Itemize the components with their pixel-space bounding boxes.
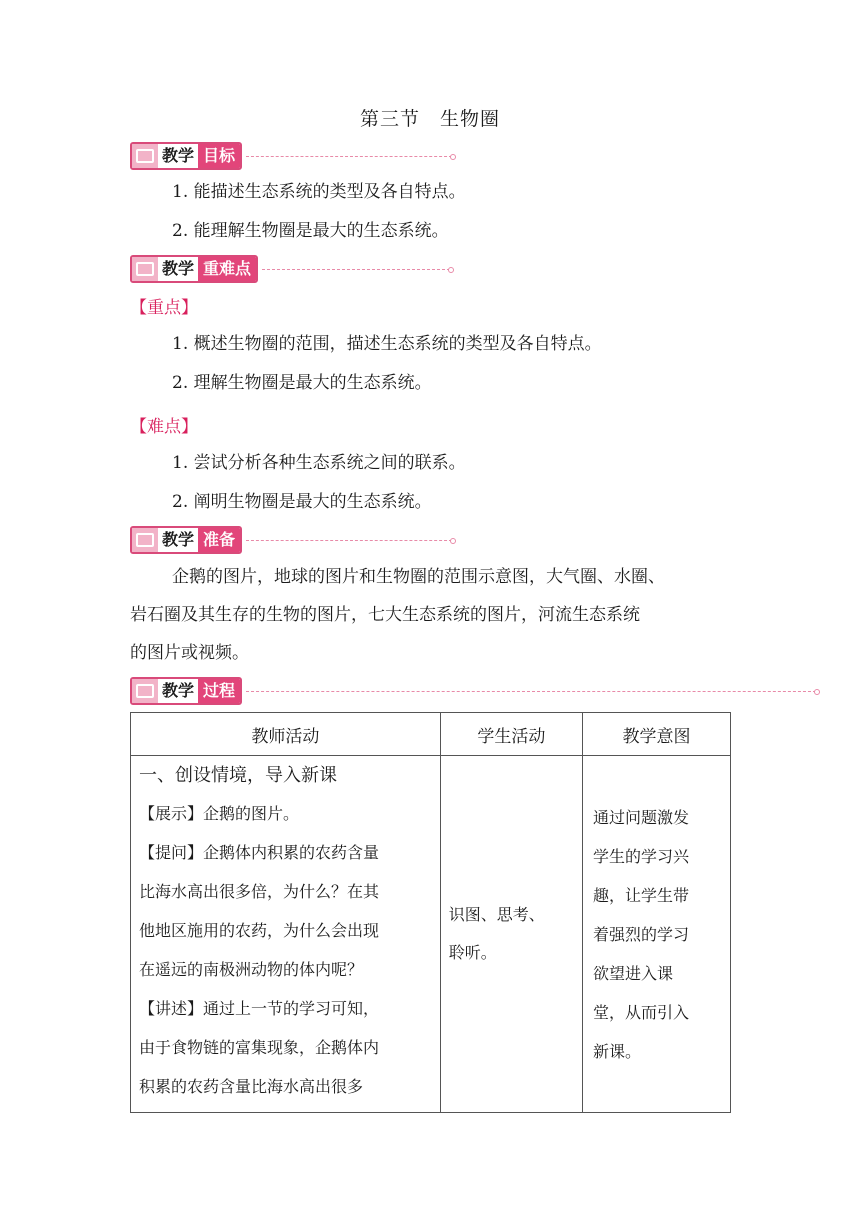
teacher-line: 【讲述】通过上一节的学习可知， bbox=[139, 999, 380, 1018]
column-header: 教学意图 bbox=[583, 713, 731, 756]
preparation-line: 岩石圈及其生存的生物的图片，七大生态系统的图片，河流生态系统 bbox=[130, 605, 640, 625]
key-points-badge bbox=[130, 255, 258, 283]
difficulty-item: 1. 尝试分析各种生态系统之间的联系。 bbox=[172, 453, 466, 473]
table-header-row bbox=[131, 713, 731, 756]
difficulty-item: 2. 阐明生物圈是最大的生态系统。 bbox=[172, 492, 432, 512]
teacher-line: 【提问】企鹅体内积累的农药含量 bbox=[139, 843, 380, 862]
preparation-badge bbox=[130, 526, 242, 554]
preparation-line: 的图片或视频。 bbox=[130, 643, 249, 663]
teaching-intent-cell bbox=[583, 756, 731, 1113]
intent-line: 趣，让学生带 bbox=[593, 886, 690, 905]
intent-line: 通过问题激发 bbox=[593, 808, 690, 827]
key-points-banner bbox=[130, 256, 450, 282]
emphasis-label: 【重点】 bbox=[130, 298, 198, 318]
objective-item: 2. 能理解生物圈是最大的生态系统。 bbox=[172, 221, 449, 241]
intent-line: 着强烈的学习 bbox=[593, 925, 690, 944]
badge-label-right: 过程 bbox=[198, 679, 240, 703]
divider-line bbox=[246, 540, 452, 541]
teacher-line: 比海水高出很多倍，为什么？在其 bbox=[139, 882, 380, 901]
intent-line: 学生的学习兴 bbox=[593, 847, 690, 866]
step-heading: 一、创设情境，导入新课 bbox=[139, 765, 337, 786]
preparation-banner bbox=[130, 527, 452, 553]
objective-item: 1. 能描述生态系统的类型及各自特点。 bbox=[172, 182, 466, 202]
objectives-badge bbox=[130, 142, 242, 170]
page-title: 第三节 生物圈 bbox=[359, 108, 500, 130]
column-header: 教师活动 bbox=[131, 713, 441, 756]
student-line: 聆听。 bbox=[448, 943, 497, 962]
objectives-banner bbox=[130, 143, 452, 169]
teacher-line: 积累的农药含量比海水高出很多 bbox=[139, 1077, 364, 1096]
book-stack-icon bbox=[132, 679, 158, 703]
divider-line bbox=[246, 691, 816, 692]
teacher-line: 他地区施用的农药，为什么会出现 bbox=[139, 921, 380, 940]
intent-line: 欲望进入课 bbox=[593, 964, 674, 983]
teacher-line: 由于食物链的富集现象，企鹅体内 bbox=[139, 1038, 380, 1057]
teacher-line: 在遥远的南极洲动物的体内呢？ bbox=[139, 960, 364, 979]
column-header: 学生活动 bbox=[440, 713, 582, 756]
book-stack-icon bbox=[132, 257, 158, 281]
badge-label-right: 准备 bbox=[198, 528, 240, 552]
table-row bbox=[131, 756, 731, 1113]
process-badge bbox=[130, 677, 242, 705]
emphasis-item: 2. 理解生物圈是最大的生态系统。 bbox=[172, 373, 432, 393]
book-stack-icon bbox=[132, 528, 158, 552]
divider-line bbox=[262, 269, 450, 270]
book-stack-icon bbox=[132, 144, 158, 168]
difficulty-label: 【难点】 bbox=[130, 417, 198, 437]
badge-label-left: 教学 bbox=[158, 257, 198, 281]
preparation-line: 企鹅的图片，地球的图片和生物圈的范围示意图，大气圈、水圈、 bbox=[172, 567, 665, 587]
badge-label-right: 目标 bbox=[198, 144, 240, 168]
student-line: 识图、思考、 bbox=[448, 905, 545, 924]
process-table bbox=[130, 712, 731, 1113]
badge-label-left: 教学 bbox=[158, 528, 198, 552]
badge-label-left: 教学 bbox=[158, 144, 198, 168]
intent-line: 新课。 bbox=[593, 1042, 642, 1061]
emphasis-item: 1. 概述生物圈的范围，描述生态系统的类型及各自特点。 bbox=[172, 334, 602, 354]
teacher-line: 【展示】企鹅的图片。 bbox=[139, 804, 300, 823]
process-banner bbox=[130, 678, 816, 704]
intent-line: 堂，从而引入 bbox=[593, 1003, 690, 1022]
divider-line bbox=[246, 156, 452, 157]
badge-label-left: 教学 bbox=[158, 679, 198, 703]
badge-label-right: 重难点 bbox=[198, 257, 256, 281]
student-activity-cell bbox=[440, 756, 582, 1113]
teacher-activity-cell bbox=[131, 756, 441, 1113]
